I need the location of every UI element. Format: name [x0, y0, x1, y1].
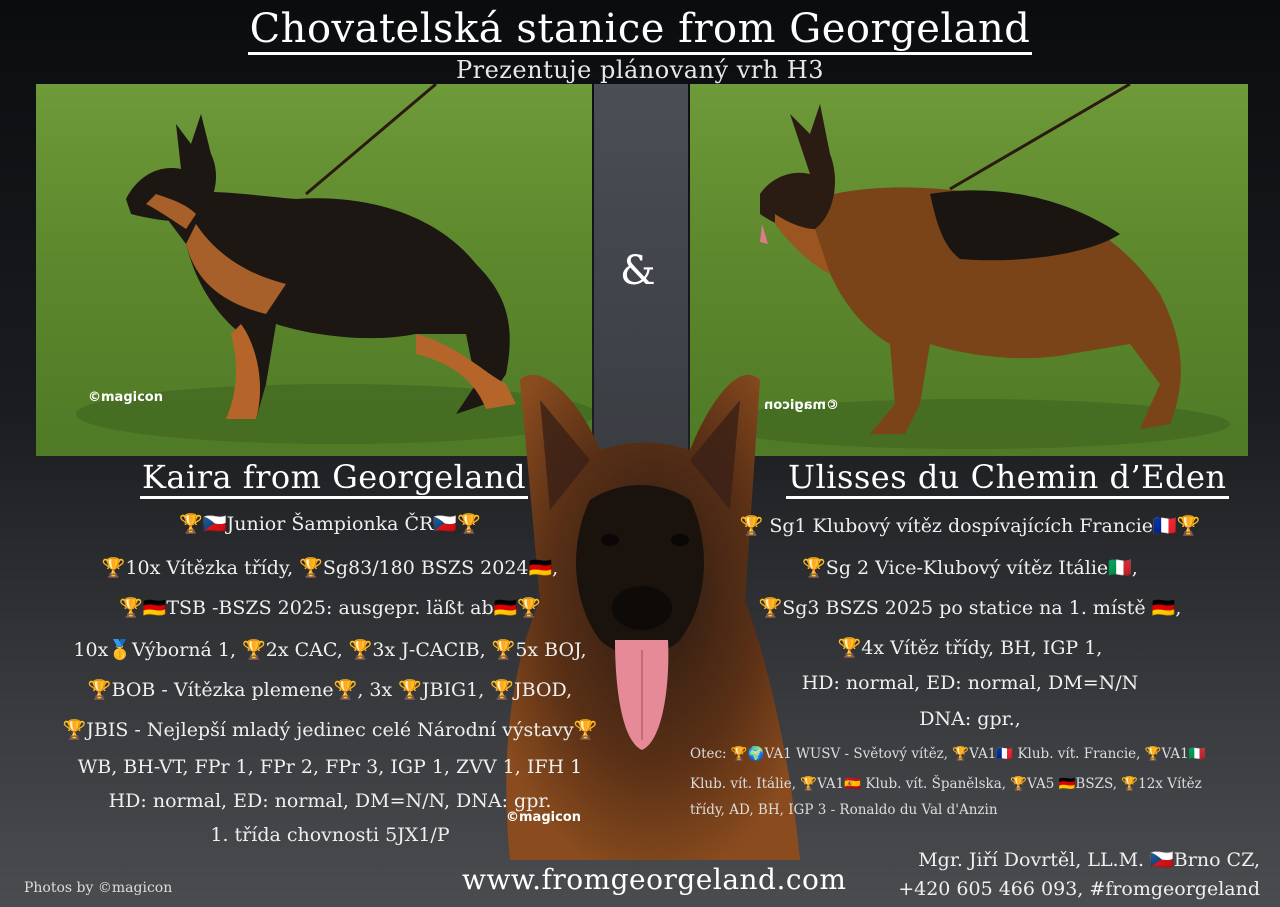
photo-watermark-mirrored: ©magicon — [764, 398, 839, 413]
mother-line: HD: normal, ED: normal, DM=N/N, DNA: gpr. — [108, 790, 552, 812]
father-line: 🏆Sg 2 Vice-Klubový vítěz Itálie🇮🇹, — [802, 557, 1138, 579]
photo-credit: Photos by ©magicon — [24, 880, 173, 896]
mother-line: 🏆JBIS - Nejlepší mladý jedinec celé Národní výstavy🏆 — [62, 719, 598, 741]
father-name: Ulisses du Chemin d’Eden — [786, 458, 1229, 496]
page-title: Chovatelská stanice from Georgeland — [0, 6, 1280, 52]
sire-info-line: třídy, AD, BH, IGP 3 - Ronaldo du Val d'Anzin — [690, 802, 998, 818]
mother-line: WB, BH-VT, FPr 1, FPr 2, FPr 3, IGP 1, ZVV 1, IFH 1 — [77, 756, 583, 778]
mother-line: 🏆🇨🇿Junior Šampionka ČR🇨🇿🏆 — [179, 513, 481, 535]
father-line: DNA: gpr., — [919, 708, 1021, 730]
center-watermark: ©magicon — [506, 810, 581, 825]
page-subtitle: Prezentuje plánovaný vrh H3 — [455, 56, 825, 84]
father-line: 🏆4x Vítěz třídy, BH, IGP 1, — [837, 637, 1103, 659]
mother-line: 🏆BOB - Vítězka plemene🏆, 3x 🏆JBIG1, 🏆JBOD, — [87, 679, 573, 701]
photo-watermark: ©magicon — [88, 390, 163, 405]
sire-info-line: Otec: 🏆🌍VA1 WUSV - Světový vítěz, 🏆VA1🇫🇷 Klub. vít. Francie, 🏆VA1🇮🇹 — [690, 746, 1206, 762]
mother-line: 10x🥇Výborná 1, 🏆2x CAC, 🏆3x J-CACIB, 🏆5x BOJ, — [73, 639, 587, 661]
ampersand: & — [620, 248, 656, 294]
mother-line: 1. třída chovnosti 5JX1/P — [210, 824, 450, 846]
contact-name: Mgr. Jiří Dovrtěl, LL.M. 🇨🇿Brno CZ, — [918, 849, 1260, 871]
father-line: 🏆Sg3 BSZS 2025 po statice na 1. místě 🇩🇪, — [758, 597, 1182, 619]
contact-phone: +420 605 466 093, #fromgeorgeland — [898, 878, 1260, 900]
father-line: HD: normal, ED: normal, DM=N/N — [801, 672, 1139, 694]
sire-info-line: Klub. vít. Itálie, 🏆VA1🇪🇸 Klub. vít. Španělska, 🏆VA5 🇩🇪BSZS, 🏆12x Vítěz — [690, 776, 1202, 792]
father-line: 🏆 Sg1 Klubový vítěz dospívajících Francie🇫🇷🏆 — [739, 515, 1201, 537]
mother-line: 🏆10x Vítězka třídy, 🏆Sg83/180 BSZS 2024🇩🇪, — [101, 557, 559, 579]
website-link[interactable]: www.fromgeorgeland.com — [462, 863, 847, 896]
mother-name: Kaira from Georgeland — [140, 458, 528, 496]
mother-line: 🏆🇩🇪TSB -BSZS 2025: ausgepr. läßt ab🇩🇪🏆 — [119, 597, 541, 619]
